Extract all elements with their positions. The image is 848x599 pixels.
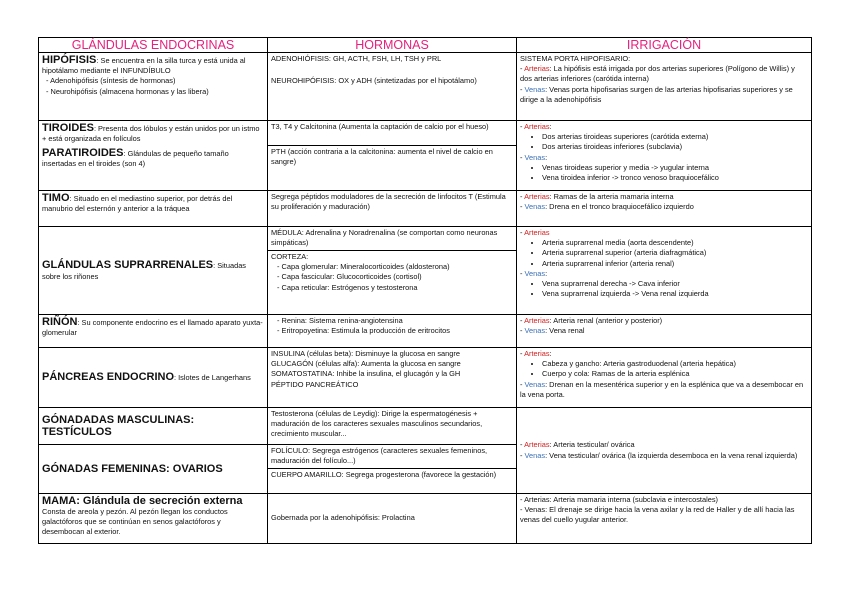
gland-desc-suprarrenales: : Situadas sobre los riñones [42, 261, 246, 281]
hormona-text: ADENOHIÓFISIS: GH, ACTH, FSH, LH, TSH y PRL [271, 54, 442, 63]
list-item: • Cabeza y gancho: Arteria gastroduodenal (arteria hepática) [542, 359, 808, 369]
gland-desc-paratiroides: : Glándulas de pequeño tamaño insertadas en el tiroides (son 4) [42, 149, 229, 169]
venas-text: : Vena renal [545, 326, 585, 336]
header-hormonas: HORMONAS [268, 38, 517, 53]
row-timo [39, 191, 812, 227]
arterias-label: Arterias [524, 495, 550, 504]
venas-list [520, 279, 808, 299]
cell-tiroides-irrigacion: - Arterias: • Dos arterias tiroideas superiores (carótida externa) • Dos arterias tiroideas inferiores (subclavia) - Venas: • Venas tiroideas superior y media -> yugular interna • Vena tiroidea inferior -> tronco venoso braquiocefálico [517, 121, 812, 191]
list-item: • Vena tiroidea inferior -> tronco venoso braquiocefálico [542, 173, 808, 183]
arterias-list [520, 238, 808, 269]
venas-list [520, 163, 808, 183]
cell-ovarios-hormonas [268, 445, 517, 494]
gland-name-suprarrenales: GLÁNDULAS SUPRARRENALES [42, 259, 214, 272]
hormona-text: PTH (acción contraria a la calcitonina: aumenta el nivel de calcio en sangre) [268, 145, 516, 168]
row-pancreas [39, 348, 812, 408]
list-item: • Arteria suprarrenal superior (arteria diafragmática) [542, 248, 808, 258]
venas-text: : Venas porta hipofisarias surgen de las arterias hipofisarias superiores y se dirige a la adenohipófisis [520, 84, 793, 104]
arterias-label: Arterias [524, 349, 550, 358]
list-item: • Vena suprarrenal derecha -> Cava inferior [542, 279, 808, 289]
list-item: - Renina: Sistema renina-angiotensina [277, 316, 513, 326]
arterias-list [520, 132, 808, 152]
gland-name-testiculos: GÓNADADAS MASCULINAS: TESTÍCULOS [42, 413, 195, 438]
hormona-text: INSULINA (células beta): Disminuye la glucosa en sangre [271, 349, 460, 358]
gland-name-pancreas: PÁNCREAS ENDOCRINO [42, 371, 175, 384]
cell-gonadas-irrigacion: - Arterias: Arteria testicular/ ovárica - Venas: Vena testicular/ ovárica (la izquierda desemboca en la vena renal izquierda) [517, 408, 812, 494]
hormona-text: Gobernada por la adenohipófisis: Prolactina [271, 513, 415, 523]
row-mama [39, 494, 812, 544]
cell-suprarrenales-irrigacion: - Arterias • Arteria suprarrenal media (aorta descendente) • Arteria suprarrenal superior (arteria diafragmática) • Arteria suprarrenal inferior (arteria renal) - Venas: • Vena suprarrenal derecha -> Cava inferior • Vena suprarrenal izquierda -> Vena renal izquierda [517, 227, 812, 315]
gland-desc-rinon: : Su componente endocrino es el llamado aparato yuxta-glomerular [42, 318, 263, 338]
cell-ovarios-gland [39, 445, 268, 494]
cell-rinon-hormonas [268, 315, 517, 348]
header-row [39, 38, 812, 53]
cell-rinon-gland [39, 315, 268, 348]
arterias-text: : Arteria testicular/ ovárica [549, 440, 635, 450]
hormona-text: PÉPTIDO PANCREÁTICO [271, 379, 359, 389]
hormona-text: CUERPO AMARILLO: Segrega progesterona (favorece la gestación) [268, 468, 516, 481]
gland-desc-tiroides: : Presenta dos lóbulos y están unidos por un istmo + está organizada en folículos [42, 124, 260, 144]
cell-suprarrenales-hormonas [268, 227, 517, 315]
list-item: • Dos arterias tiroideas inferiores (subclavia) [542, 142, 808, 152]
venas-label: Venas [524, 152, 546, 162]
cell-suprarrenales-gland [39, 227, 268, 315]
list-item: - Eritropoyetina: Estimula la producción de eritrocitos [277, 326, 513, 336]
arterias-suffix: : [549, 349, 552, 358]
endocrine-table-sheet [38, 37, 811, 544]
arterias-text: : Ramas de la arteria mamaria interna [549, 192, 674, 201]
venas-text: : Vena testicular/ ovárica (la izquierda desemboca en la vena renal izquierda) [545, 450, 798, 460]
list-item: • Cuerpo y cola: Ramas de la arteria esplénica [542, 369, 808, 379]
gland-desc-pancreas: : Islotes de Langerhans [174, 373, 251, 383]
gland-desc-mama: Consta de areola y pezón. Al pezón llegan los conductos galactóforos que se continúan en senos galactóforos y desembocan al exterior. [42, 507, 228, 537]
cell-timo-irrigacion: - Arterias: Ramas de la arteria mamaria interna - Venas: Drena en el tronco braquiocefálico izquierdo [517, 191, 812, 227]
gland-desc-hipofisis: : Se encuentra en la silla turca y está unida al hipotálamo mediante el INFUNDÍBULO [42, 56, 246, 76]
list-item: - Adenohipófisis (síntesis de hormonas) [46, 76, 264, 86]
venas-label: Venas [524, 326, 546, 336]
gland-name-timo: TIMO [42, 192, 70, 204]
cell-mama-hormonas [268, 494, 517, 544]
header-glandulas: GLÁNDULAS ENDOCRINAS [39, 38, 268, 53]
gland-name-paratiroides: PARATIROIDES [42, 147, 124, 159]
list-item: • Vena suprarrenal izquierda -> Vena renal izquierda [542, 289, 808, 299]
cell-timo-hormonas [268, 191, 517, 227]
list-item: • Arteria suprarrenal inferior (arteria renal) [542, 259, 808, 269]
cell-mama-gland [39, 494, 268, 544]
corteza-list [271, 262, 513, 293]
arterias-label: Arterias [524, 440, 550, 450]
irrigacion-title: SISTEMA PORTA HIPOFISARIO: [520, 54, 631, 63]
cell-tiroides-gland [39, 121, 268, 191]
row-hipofisis [39, 53, 812, 121]
hipofisis-parts-list [42, 76, 264, 96]
cell-testiculos-hormonas [268, 408, 517, 445]
hormona-text: Testosterona (células de Leydig): Dirige la espermatogénesis + maduración de los caracteres sexuales masculinos secundarios, crecimiento muscular... [271, 409, 483, 439]
header-irrigacion: IRRIGACIÓN [517, 38, 812, 53]
venas-label: Venas [524, 450, 546, 460]
hormona-text: T3, T4 y Calcitonina (Aumenta la captación de calcio por el hueso) [271, 122, 489, 131]
venas-text: : Drena en el tronco braquiocefálico izquierdo [545, 202, 694, 212]
hormona-text: Segrega péptidos moduladores de la secreción de linfocitos T (Estimula su proliferación y maduración) [271, 192, 506, 212]
gland-desc-timo: : Situado en el mediastino superior, por detrás del manubrio del esternón y anterior a la tráquea [42, 194, 233, 214]
rinon-hormonas-list [271, 316, 513, 336]
arterias-list [520, 359, 808, 379]
arterias-label: Arterias [524, 122, 550, 131]
list-item: • Dos arterias tiroideas superiores (carótida externa) [542, 132, 808, 142]
cell-rinon-irrigacion: - Arterias: Arteria renal (anterior y posterior) - Venas: Vena renal [517, 315, 812, 348]
gland-name-mama: MAMA: Glándula de secreción externa [42, 495, 243, 507]
arterias-text: : La hipófisis está irrigada por dos arterias superiores (Polígono de Willis) y dos arterias inferiores (carótida interna) [520, 64, 795, 84]
list-item: • Venas tiroideas superior y media -> yugular interna [542, 163, 808, 173]
venas-label: Venas [524, 505, 546, 515]
row-suprarrenales [39, 227, 812, 315]
row-testiculos [39, 408, 812, 445]
gland-name-tiroides: TIROIDES [42, 122, 94, 134]
venas-text: : El drenaje se dirige hacia la vena axilar y la red de Haller y de allí hacia las venas del cuello yugular anterior. [520, 505, 795, 525]
list-item: - Capa reticular: Estrógenos y testosterona [277, 283, 513, 293]
gland-name-hipofisis: HIPÓFISIS [42, 54, 97, 66]
arterias-suffix: : [549, 122, 552, 131]
hormona-text: MÉDULA: Adrenalina y Noradrenalina (se comportan como neuronas simpáticas) [271, 228, 498, 248]
hormona-text: NEUROHIPÓFISIS: OX y ADH (sintetizadas por el hipotálamo) [271, 76, 477, 86]
cell-tiroides-hormonas [268, 121, 517, 191]
cell-pancreas-hormonas [268, 348, 517, 408]
venas-label: Venas [524, 379, 546, 389]
arterias-label: Arterias [524, 228, 550, 237]
cell-hipofisis-gland [39, 53, 268, 121]
arterias-text: : Arteria renal (anterior y posterior) [549, 316, 663, 325]
cell-pancreas-irrigacion: - Arterias: • Cabeza y gancho: Arteria gastroduodenal (arteria hepática) • Cuerpo y cola: Ramas de la arteria esplénica - Venas: Drenan en la mesentérica superior y en la esplénica que va a desembocar en la vena porta. [517, 348, 812, 408]
list-item: • Arteria suprarrenal media (aorta descendente) [542, 238, 808, 248]
endocrine-table [38, 37, 812, 544]
arterias-text: : Arteria mamaria interna (subclavia e intercostales) [549, 495, 718, 504]
cell-mama-irrigacion: - Arterias: Arteria mamaria interna (subclavia e intercostales) - Venas: El drenaje se dirige hacia la vena axilar y la red de Haller y de allí hacia las venas del cuello yugular anterior. [517, 494, 812, 544]
list-item: - Capa glomerular: Mineralocorticoides (aldosterona) [277, 262, 513, 272]
list-item: - Neurohipófisis (almacena hormonas y las libera) [46, 87, 264, 97]
venas-label: Venas [524, 268, 546, 278]
list-item: - Capa fascicular: Glucocorticoides (cortisol) [277, 272, 513, 282]
corteza-title: CORTEZA: [271, 252, 309, 261]
hormona-text: SOMATOSTATINA: Inhibe la insulina, el glucagón y la GH [271, 369, 461, 379]
cell-hipofisis-irrigacion: SISTEMA PORTA HIPOFISARIO: - Arterias: La hipófisis está irrigada por dos arterias superiores (Polígono de Willis) y dos arterias inferiores (carótida interna) - Venas: Venas porta hipofisarias surgen de las arterias hipofisarias superiores y se dirige a la adenohipófisis [517, 53, 812, 121]
cell-testiculos-gland [39, 408, 268, 445]
gland-name-ovarios: GÓNADAS FEMENINAS: OVARIOS [42, 462, 223, 475]
venas-label: Venas [524, 84, 546, 94]
venas-suffix: : [545, 152, 548, 162]
arterias-label: Arterias [524, 64, 550, 74]
venas-suffix: : [545, 268, 548, 278]
hormona-text: GLUCAGÓN (células alfa): Aumenta la glucosa en sangre [271, 359, 461, 369]
gland-name-rinon: RIÑÓN [42, 316, 78, 328]
row-rinon [39, 315, 812, 348]
hormona-text: FOLÍCULO: Segrega estrógenos (caracteres sexuales femeninos, maduración del folículo...) [271, 446, 488, 466]
cell-hipofisis-hormonas [268, 53, 517, 121]
row-tiroides [39, 121, 812, 191]
arterias-label: Arterias [524, 316, 550, 325]
arterias-label: Arterias [524, 192, 550, 201]
venas-label: Venas [524, 202, 546, 212]
cell-timo-gland [39, 191, 268, 227]
venas-text: : Drenan en la mesentérica superior y en la esplénica que va a desembocar en la vena porta. [520, 379, 804, 399]
cell-pancreas-gland [39, 348, 268, 408]
